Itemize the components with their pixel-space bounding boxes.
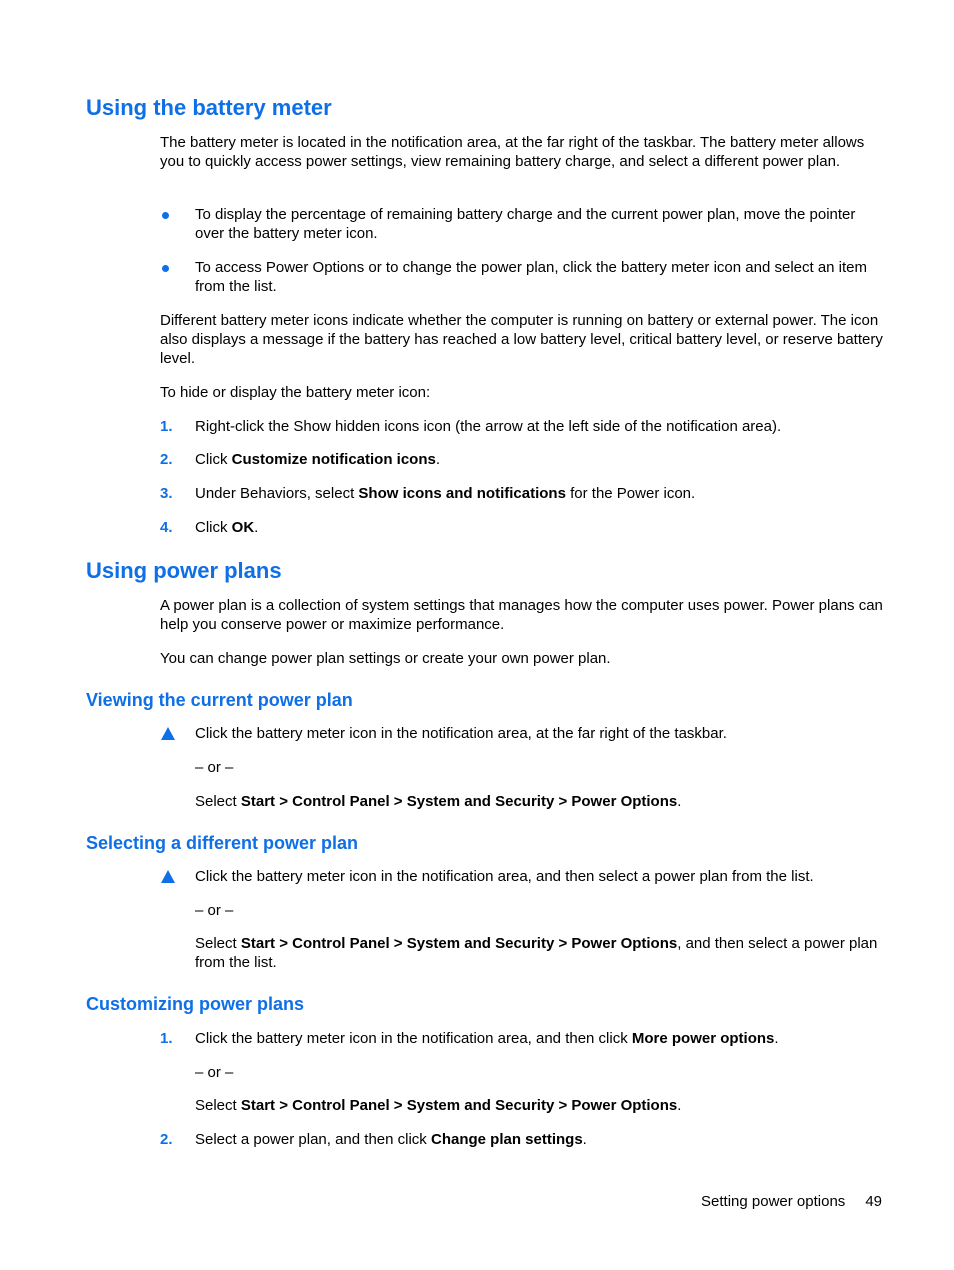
step-item: [160, 484, 884, 503]
bullet-item: [160, 205, 884, 243]
or-separator: – or –: [195, 902, 234, 919]
power-plan-paragraph: A power plan is a collection of system settings that manages how the computer uses power. Power plans can help you conserve power or maximize performance.: [160, 597, 883, 633]
bullet-item: [160, 258, 884, 296]
step-text: Under Behaviors, select Show icons and notifications for the Power icon.: [195, 485, 696, 502]
bullet-icon: [162, 212, 169, 219]
page-number: 49: [865, 1193, 882, 1210]
step-item: [160, 518, 884, 537]
step-number: 4.: [160, 519, 173, 536]
bullet-icon: [162, 265, 169, 272]
select-path: Select Start > Control Panel > System and Security > Power Options.: [195, 793, 682, 810]
heading-using-power-plans: Using power plans: [86, 558, 282, 583]
triangle-bullet-icon: [161, 727, 175, 740]
step-item: [160, 1130, 884, 1149]
triangle-bullet-icon: [161, 870, 175, 883]
hide-display-paragraph: To hide or display the battery meter icon:: [160, 384, 431, 401]
page-footer: [701, 1193, 882, 1210]
step-number: 1.: [160, 1030, 173, 1047]
step-item: [160, 867, 884, 886]
step-text: Right-click the Show hidden icons icon (the arrow at the left side of the notification area).: [195, 418, 782, 435]
step-text: Click OK.: [195, 519, 259, 536]
heading-viewing-current-plan: Viewing the current power plan: [86, 690, 353, 710]
battery-meter-intro: The battery meter is located in the notification area, at the far right of the taskbar. The battery meter allows you to quickly access power settings, view remaining battery charge, and select a different power plan.: [160, 134, 865, 170]
bullet-text: To display the percentage of remaining battery charge and the current power plan, move the pointer over the battery meter icon.: [195, 206, 856, 242]
step-item: [160, 1029, 884, 1048]
or-separator: – or –: [195, 759, 234, 776]
step-number: 2.: [160, 451, 173, 468]
step-item: [160, 724, 884, 743]
heading-selecting-different-plan: Selecting a different power plan: [86, 833, 359, 853]
battery-icons-paragraph: Different battery meter icons indicate whether the computer is running on battery or external power. The icon also displays a message if the battery has reached a low battery level, critical battery level, or reserve battery level.: [160, 312, 883, 367]
change-plan-paragraph: You can change power plan settings or create your own power plan.: [160, 650, 611, 667]
step-text: Select a power plan, and then click Change plan settings.: [195, 1131, 587, 1148]
step-number: 1.: [160, 418, 173, 435]
step-number: 2.: [160, 1131, 173, 1148]
select-path: Select Start > Control Panel > System and Security > Power Options.: [195, 1097, 682, 1114]
step-text: Click the battery meter icon in the notification area, and then select a power plan from the list.: [195, 868, 814, 885]
step-item: [160, 450, 884, 469]
heading-using-battery-meter: Using the battery meter: [86, 95, 332, 120]
footer-section-label: Setting power options: [701, 1193, 846, 1210]
bullet-text: To access Power Options or to change the power plan, click the battery meter icon and select an item from the list.: [195, 259, 868, 295]
step-text: Click the battery meter icon in the notification area, at the far right of the taskbar.: [195, 725, 727, 742]
step-text: Click the battery meter icon in the notification area, and then click More power options.: [195, 1030, 779, 1047]
heading-customizing-power-plans: Customizing power plans: [86, 994, 305, 1014]
step-number: 3.: [160, 485, 173, 502]
step-item: [160, 417, 884, 436]
step-text: Click Customize notification icons.: [195, 451, 441, 468]
or-separator: – or –: [195, 1064, 234, 1081]
select-path: Select Start > Control Panel > System and Security > Power Options, and then select a power plan from the list.: [195, 935, 878, 971]
